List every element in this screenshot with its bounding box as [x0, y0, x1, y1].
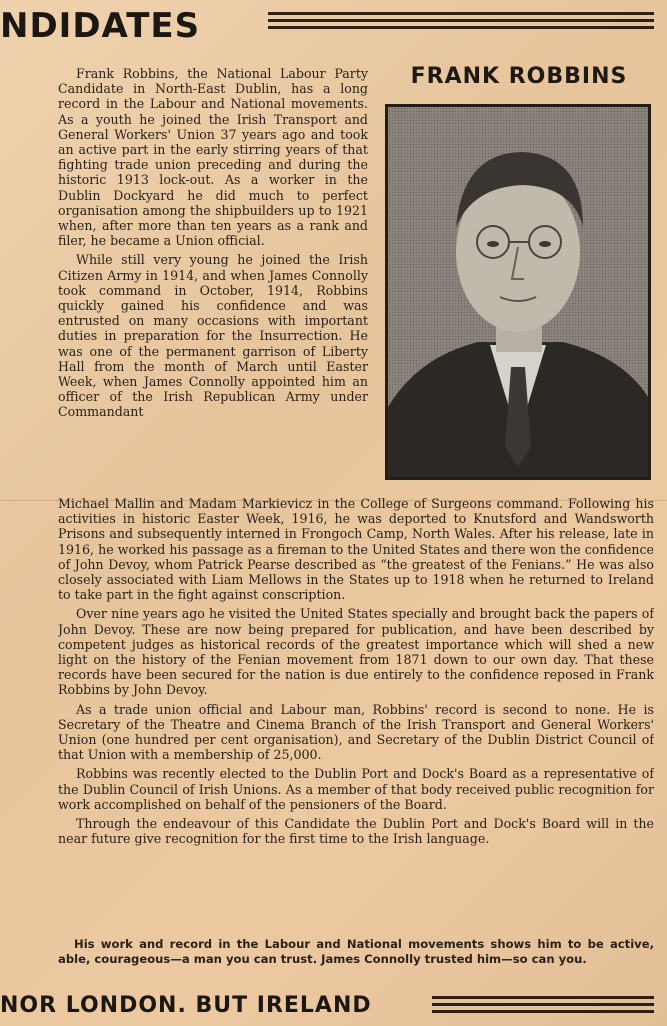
masthead: [0, 6, 667, 46]
article-left-column: [58, 66, 368, 496]
article-paragraph: While still very young he joined the Irish Citizen Army in 1914, and when James Connolly took command in October, 1914, Robbins quickly gained his confidence and was entrusted on many occasions with important duties in preparation for the Insurrection. He was one of the permanent garrison of Liberty Hall from the month of March until Easter Week, when James Connolly appointed him an officer of the Irish Republican Army under Commandant: [58, 252, 368, 420]
article-paragraph: Robbins was recently elected to the Dublin Port and Dock's Board as a representative of the Dublin Council of Irish Unions. As a member of that body received public recognition for work accomplished on behalf of the pensioners of the Board.: [58, 766, 654, 812]
portrait-photo-icon: [388, 107, 648, 477]
closing-statement: His work and record in the Labour and National movements shows him to be active, able, courageous—a man you can trust. James Connolly trusted him—so can you.: [58, 937, 654, 966]
masthead-rules: [268, 12, 654, 33]
article-paragraph: Michael Mallin and Madam Markievicz in the College of Surgeons command. Following his activities in historic Easter Week, 1916, he was deported to Knutsford and Wandsworth Prisons and subsequently interned in Frongoch Camp, North Wales. After his release, late in 1916, he worked his passage as a fireman to the United States and there won the confidence of John Devoy, whom Patrick Pearse described as “the greatest of the Fenians.” He was also closely associated with Liam Mellows in the States up to 1918 when he returned to Ireland to take part in the fight against conscription.: [58, 496, 654, 603]
article-paragraph: Over nine years ago he visited the United States specially and brought back the papers of John Devoy. These are now being prepared for publication, and have been described by competent judges as historical records of the greatest importance which will shed a new light on the history of the Fenian movement from 1871 down to our own day. That these records have been secured for the nation is due entirely to the confidence reposed in Frank Robbins by John Devoy.: [58, 606, 654, 698]
footer-banner: [0, 990, 667, 1024]
article-paragraph: Through the endeavour of this Candidate the Dublin Port and Dock's Board will in the near future give recognition for the first time to the Irish language.: [58, 816, 654, 847]
footer-slogan: NOR LONDON. BUT IRELAND: [0, 993, 372, 1018]
candidate-name-heading: FRANK ROBBINS: [410, 64, 628, 89]
footer-rules: [432, 996, 654, 1017]
article-paragraph: Frank Robbins, the National Labour Party Candidate in North-East Dublin, has a long record in the Labour and National movements. As a youth he joined the Irish Transport and General Workers' Union 37 years ago and took an active part in the early stirring years of that fighting trade union preceding and during the historic 1913 lock-out. As a worker in the Dublin Dockyard he did much to perfect organisation among the shipbuilders up to 1921 when, after more than ten years as a rank and filer, he became a Union official.: [58, 66, 368, 249]
article-paragraph: As a trade union official and Labour man, Robbins' record is second to none. He is Secretary of the Theatre and Cinema Branch of the Irish Transport and General Workers' Union (one hundred per cent organisation), and Secretary of the Dublin District Council of that Union with a membership of 25,000.: [58, 701, 654, 763]
candidate-photo: [385, 104, 651, 480]
masthead-title: NDIDATES: [0, 6, 201, 46]
article-full-width: [58, 496, 654, 936]
